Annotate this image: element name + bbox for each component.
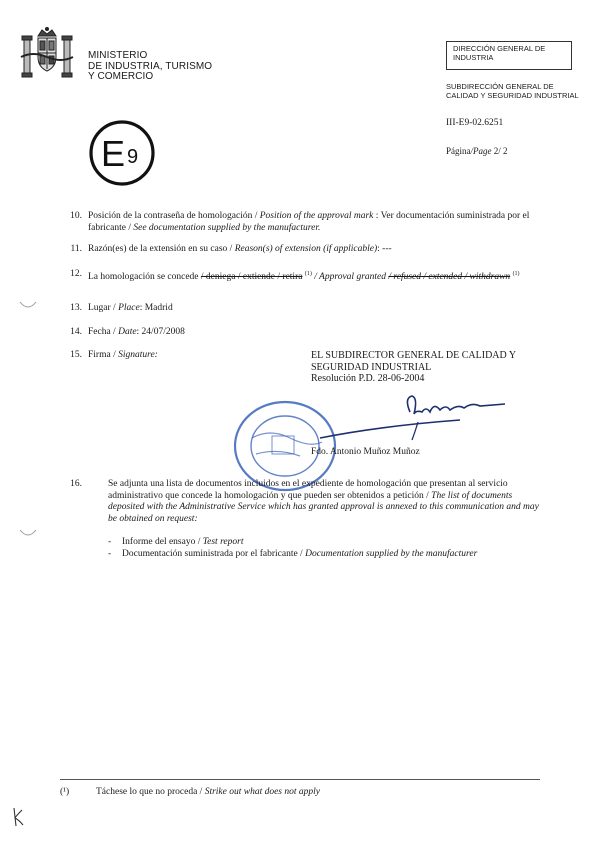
signer-title-line-1: EL SUBDIRECTOR GENERAL DE CALIDAD Y <box>311 350 517 361</box>
item-11-text-es: Razón(es) de la extensión en su caso / <box>88 244 235 254</box>
item-11 <box>60 244 550 256</box>
item-11-value: : --- <box>377 244 392 254</box>
ministry-line-2: DE INDUSTRIA, TURISMO <box>88 60 213 72</box>
subdirectorate-name: SUBDIRECCIÓN GENERAL DE CALIDAD Y SEGURIDAD INDUSTRIAL <box>446 82 579 100</box>
item-16-text-en: The list of documents deposited with the Administrative Service which has granted approval is annexed to this communication and may be obtained on request: <box>108 490 539 524</box>
item-15-text-es: Firma / <box>88 350 119 360</box>
e-mark-number: 9 <box>127 146 139 168</box>
document-label-en: Documentation supplied by the manufacturer <box>305 548 478 559</box>
footnote-separator <box>60 779 540 780</box>
punch-hole-mark <box>18 300 38 312</box>
item-12 <box>60 269 550 284</box>
handwritten-signature <box>300 388 520 450</box>
item-16-text-es: Se adjunta una lista de documentos incluidos en el expediente de homologación que presentan al servicio administrativo que concede la homologación y que pueden ser obtenidos a petición / <box>108 479 508 501</box>
footnote-ref: (1) <box>304 271 312 277</box>
item-13-value: : Madrid <box>139 303 173 313</box>
signature-title-block <box>311 350 561 385</box>
handwritten-margin-mark <box>10 806 26 828</box>
item-12-struck-es: / deniega / extiende / retira <box>200 272 303 283</box>
reference-number: III-E9-02.6251 <box>446 118 504 128</box>
document-label-es: Informe del ensayo / <box>122 537 203 547</box>
item-14-text-en: Date <box>118 327 137 337</box>
item-number: 12. <box>70 269 82 279</box>
item-13-text-en: Place <box>118 303 140 313</box>
item-10-value-es: : Ver documentación suministrada por el fabricante / <box>88 211 530 233</box>
signer-name: Fdo. Antonio Muñoz Muñoz <box>311 447 420 457</box>
directorate-name: DIRECCIÓN GENERAL DE INDUSTRIA <box>453 44 546 62</box>
item-number: 15. <box>70 350 82 360</box>
footnote-text-es: Táchese lo que no proceda / <box>96 787 205 797</box>
document-label-es: Documentación suministrada por el fabricante / <box>122 548 306 559</box>
e-mark-letter: E <box>101 133 126 174</box>
item-15-text-en: Signature: <box>118 350 158 360</box>
page-label-en: /Page <box>470 146 492 156</box>
item-10-value-en: See documentation supplied by the manufacturer. <box>133 222 321 233</box>
item-16 <box>60 479 540 525</box>
item-13-text-es: Lugar / <box>88 303 119 313</box>
directorate-box <box>446 41 572 70</box>
footnote-number: (¹) <box>60 787 70 797</box>
footnote <box>60 787 320 797</box>
item-10-text-es: Posición de la contraseña de homologación / <box>88 211 260 221</box>
item-14 <box>60 327 550 339</box>
footnote-ref: (1) <box>512 271 520 277</box>
document-label-en: Test report <box>202 537 244 547</box>
page-indicator <box>446 146 508 156</box>
item-number: 16. <box>70 479 82 489</box>
punch-hole-mark <box>18 528 38 540</box>
list-item: - Documentación suministrada por el fabricante / Documentation supplied by the manufacturer <box>108 548 478 559</box>
coat-of-arms-logo <box>18 27 76 83</box>
item-number: 14. <box>70 327 82 337</box>
item-number: 13. <box>70 303 82 313</box>
item-12-text-es: La homologación se concede <box>88 272 201 283</box>
item-number: 11. <box>70 244 82 254</box>
item-12-text-en: / Approval granted <box>311 272 389 283</box>
item-14-text-es: Fecha / <box>88 327 119 337</box>
ministry-name <box>88 51 212 83</box>
page-number: 2/ 2 <box>491 146 508 156</box>
item-10 <box>60 211 550 234</box>
signer-title-line-2: SEGURIDAD INDUSTRIAL <box>311 361 432 373</box>
page-label-es: Página <box>446 146 471 156</box>
item-15 <box>60 350 280 362</box>
item-13 <box>60 303 550 315</box>
ministry-line-1: MINISTERIO <box>88 50 148 61</box>
item-10-text-en: Position of the approval mark <box>259 211 374 221</box>
item-14-value: : 24/07/2008 <box>136 327 185 337</box>
signer-resolution: Resolución P.D. 28-06-2004 <box>311 373 425 384</box>
list-item: - Informe del ensayo / Test report <box>108 537 244 547</box>
documents-list <box>108 537 477 560</box>
e9-approval-mark <box>88 119 156 187</box>
footnote-text-en: Strike out what does not apply <box>204 787 320 797</box>
ministry-line-3: Y COMERCIO <box>88 71 154 82</box>
item-11-text-en: Reason(s) of extension (if applicable) <box>234 244 378 254</box>
item-number: 10. <box>70 211 82 221</box>
item-12-struck-en: / refused / extended / withdrawn <box>388 272 511 283</box>
